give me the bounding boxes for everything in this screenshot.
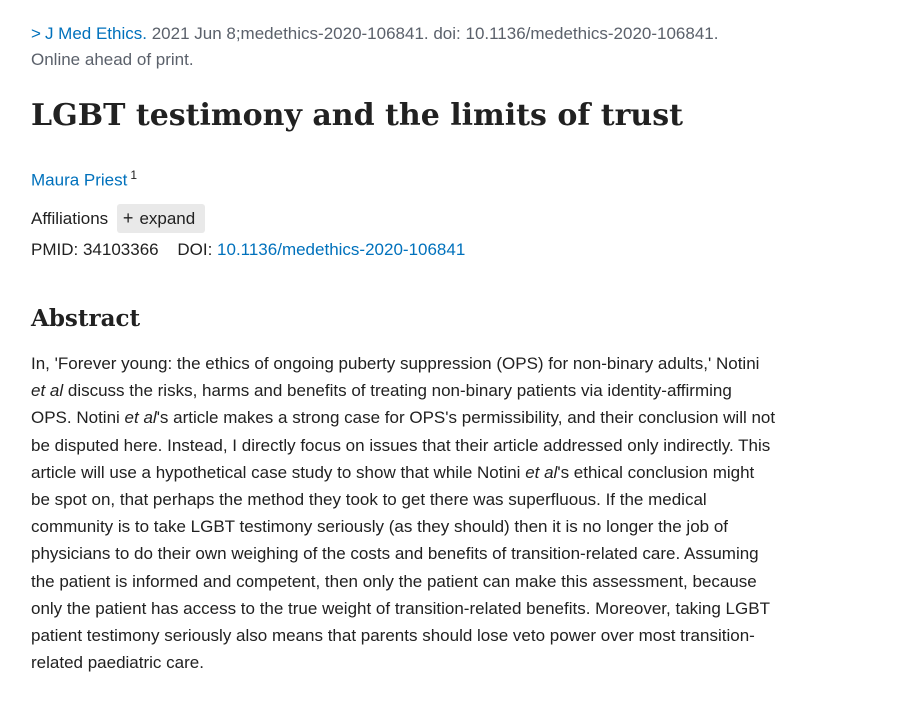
citation [31, 21, 871, 73]
abstract-line: physicians to do their own weighing of the costs and benefits of transition-related care. Assuming [31, 544, 759, 564]
abstract-line: only the patient has access to the true weight of transition-related benefits. Moreover, taking LGBT [31, 598, 770, 618]
abstract-line: OPS. Notini et al's article makes a strong case for OPS's permissibility, and their conclusion will not [31, 408, 776, 428]
journal-link[interactable]: J Med Ethics. [44, 24, 147, 43]
chevron-right-icon[interactable]: > [31, 24, 41, 43]
abstract-line: et al discuss the risks, harms and benefits of treating non-binary patients via identity-affirming [31, 381, 732, 401]
expand-label: expand [139, 209, 196, 228]
abstract-line: In, 'Forever young: the ethics of ongoing puberty suppression (OPS) for non-binary adults,' Notini [31, 354, 760, 373]
article-title: LGBT testimony and the limits of trust [31, 98, 683, 133]
author-affiliation-ref[interactable]: 1 [130, 168, 138, 182]
abstract-italic-text: et al [31, 381, 64, 401]
abstract-line: article will use a hypothetical case study to show that while Notini et al's ethical conclusion might [31, 462, 755, 482]
abstract-line: be disputed here. Instead, I directly focus on issues that their article addressed only indirectly. This [31, 435, 771, 455]
abstract-line: community is to take LGBT testimony seriously (as they should) then it is no longer the job of [31, 517, 729, 537]
abstract-text [31, 350, 879, 676]
publication-status: Online ahead of print. [31, 50, 194, 69]
abstract-italic-text: et al [124, 408, 157, 428]
abstract-line: related paediatric care. [31, 653, 204, 673]
identifiers [31, 238, 465, 262]
abstract-line: patient testimony seriously also means that parents should lose veto power over most transition- [31, 626, 755, 646]
citation-details: 2021 Jun 8;medethics-2020-106841. doi: 10.1136/medethics-2020-106841. [146, 24, 719, 43]
affiliations-label: Affiliations [31, 209, 109, 228]
plus-icon: + [122, 208, 134, 228]
doi-link[interactable]: 10.1136/medethics-2020-106841 [217, 240, 466, 259]
pmid-label: PMID: [31, 240, 79, 259]
authors-list [31, 163, 137, 193]
abstract-italic-text: et al [525, 462, 558, 482]
abstract-line: be spot on, that perhaps the method they took to get there was superfluous. If the medical [31, 490, 707, 510]
abstract-line: the patient is informed and competent, then only the patient can make this assessment, because [31, 571, 757, 591]
affiliations-row [31, 204, 205, 233]
doi-label: DOI: [177, 240, 213, 259]
abstract-heading: Abstract [31, 305, 141, 332]
author-link[interactable]: Maura Priest [31, 170, 128, 190]
pmid-value: 34103366 [82, 240, 159, 259]
affiliations-expand-button[interactable] [117, 204, 205, 233]
